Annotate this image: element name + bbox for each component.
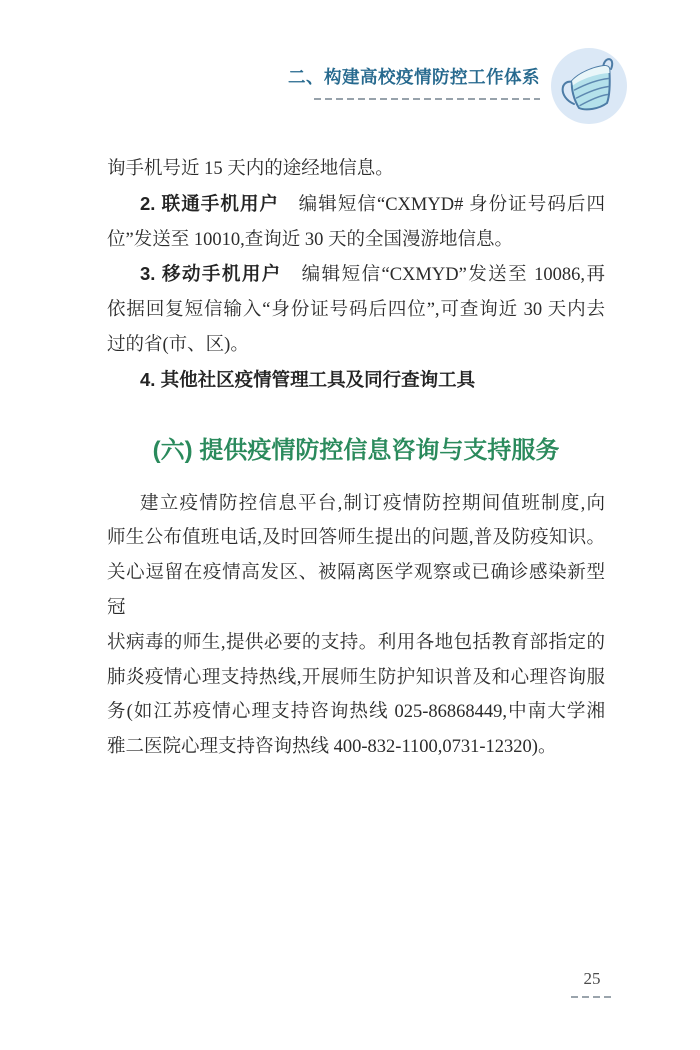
chapter-header-title: 二、构建高校疫情防控工作体系: [288, 67, 540, 87]
item3-text: 编辑短信“CXMYD”发送至 10086,再: [281, 265, 605, 286]
header-dashed-line: [314, 98, 540, 100]
body-line-p2-1: 建立疫情防控信息平台,制订疫情防控期间值班制度,向: [140, 493, 605, 514]
body-line-p2-3: 关心逗留在疫情高发区、被隔离医学观察或已确诊感染新型冠: [107, 563, 605, 618]
footer-dashed-line: [571, 996, 613, 998]
body-line-p2-4: 状病毒的师生,提供必要的支持。利用各地包括教育部指定的: [107, 632, 605, 653]
body-line-item3-1: [107, 257, 605, 293]
item4-label: 4. 其他社区疫情管理工具及同行查询工具: [140, 368, 476, 390]
page-header: [288, 64, 540, 100]
body-line-p2-6: 务(如江苏疫情心理支持咨询热线 025-86868449,中南大学湘: [107, 702, 605, 723]
section-heading: (六) 提供疫情防控信息咨询与支持服务: [152, 436, 560, 464]
body-line-p2-7: 雅二医院心理支持咨询热线 400-832-1100,0731-12320)。: [107, 737, 557, 758]
page-footer: [571, 969, 613, 998]
page-number: 25: [583, 969, 601, 988]
support-services-paragraph: [107, 487, 605, 765]
body-line-intro: 询手机号近 15 天内的途经地信息。: [107, 159, 394, 179]
item3-label: 3. 移动手机用户: [140, 263, 282, 285]
body-line-item3-2: 依据回复短信输入“身份证号码后四位”,可查询近 30 天内去: [107, 300, 605, 321]
body-line-p2-5: 肺炎疫情心理支持热线,开展师生防护知识普及和心理咨询服: [107, 667, 605, 688]
body-line-item2-2: 位”发送至 10010,查询近 30 天的全国漫游地信息。: [107, 229, 513, 250]
face-mask-icon: [551, 48, 627, 124]
body-line-item2-1: [107, 187, 605, 223]
main-text-column: [107, 152, 605, 765]
body-line-item3-3: 过的省(市、区)。: [107, 334, 249, 355]
item2-text: 编辑短信“CXMYD# 身份证号码后四: [279, 194, 605, 215]
item2-label: 2. 联通手机用户: [140, 192, 280, 214]
body-line-p2-2: 师生公布值班电话,及时回答师生提出的问题,普及防疫知识。: [107, 528, 605, 549]
body-line-item4: [107, 363, 605, 399]
